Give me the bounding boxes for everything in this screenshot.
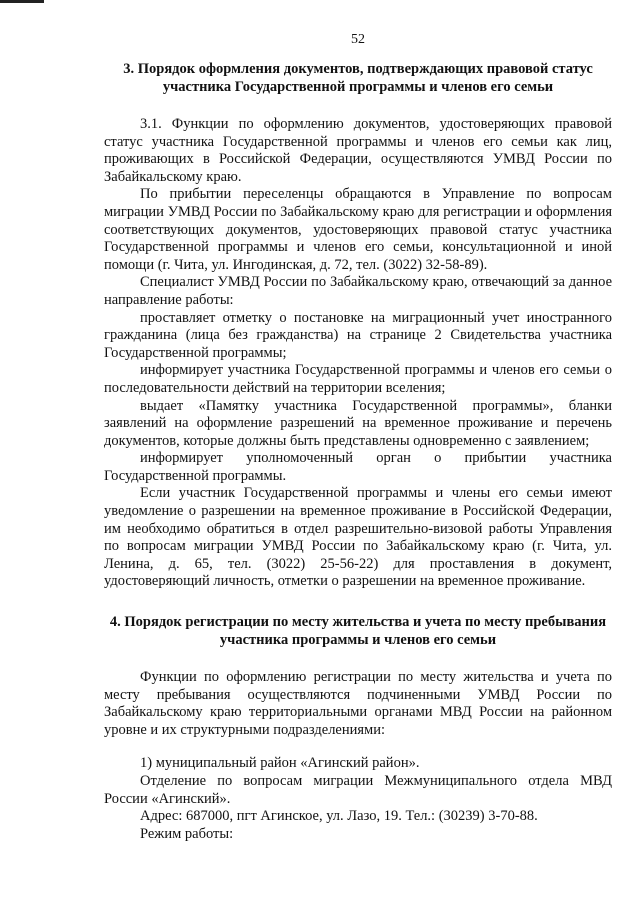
section-3-paragraph-1: 3.1. Функции по оформлению документов, удостоверяющих правовой статус участника Государственной программы и членов его семьи как лиц, проживающих в Российской Федерации, осуществляются УМВД России по Забайкальскому краю. (104, 116, 612, 185)
section-3-duty-1: проставляет отметку о постановке на миграционный учет иностранного гражданина (лица без гражданства) на странице 2 Свидетельства участника Государственной программы; (104, 309, 612, 361)
section-3-paragraph-2: По прибытии переселенцы обращаются в Управление по вопросам миграции УМВД России по Забайкальскому краю для регистрации и оформления соответствующих документов, удостоверяющих правовой статус участника Государственной программы и членов его семьи, консультационной и иной помощи (г. Чита, ул. Ингодинская, д. 72, тел. (3022) 32-58-89). (104, 186, 612, 273)
section-3-duty-3: выдает «Памятку участника Государственной программы», бланки заявлений на оформление разрешений на временное проживание и перечень документов, которые должны быть представлены одновременно с заявлением; (104, 397, 612, 449)
district-office-address: Адрес: 687000, пгт Агинское, ул. Лазо, 19. Тел.: (30239) 3-70-88. (140, 808, 538, 825)
section-3-duty-4: информирует уполномоченный орган о прибытии участника Государственной программы. (104, 450, 612, 484)
section-3-heading: 3. Порядок оформления документов, подтверждающих правовой статус участника Государственной программы и членов его семьи (123, 61, 593, 95)
section-3-paragraph-final: Если участник Государственной программы и члены его семьи имеют уведомление о разрешении на временное проживание в Российской Федерации, им необходимо обратиться в отдел разрешительно-визовой работы Управления по вопросам миграции УМВД России по Забайкальскому краю (г. Чита, ул. Ленина, д. 65, тел. (3022) 25-56-22) для проставления в документ, удостоверяющий личность, отметки о разрешении на временное проживание. (104, 485, 612, 590)
district-item-title: 1) муниципальный район «Агинский район». (140, 755, 420, 772)
district-office-hours-label: Режим работы: (140, 825, 234, 842)
district-office-name: Отделение по вопросам миграции Межмуниципального отдела МВД России «Агинский». (104, 773, 612, 807)
section-4-intro: Функции по оформлению регистрации по месту жительства и учета по месту пребывания осуществляются подчиненными УМВД России по Забайкальскому краю территориальными органами МВД России на районном уровне и их структурными подразделениями: (104, 669, 612, 738)
section-4-heading: 4. Порядок регистрации по месту жительства и учета по месту пребывания участника программы и членов его семьи (109, 614, 607, 649)
document-page (104, 32, 612, 843)
page-number: 52 (351, 32, 365, 47)
section-3-paragraph-3: Специалист УМВД России по Забайкальскому краю, отвечающий за данное направление работы: (104, 274, 612, 308)
scan-corner-mark (0, 0, 44, 3)
section-3-duty-2: информирует участника Государственной программы и членов его семьи о последовательности действий на территории вселения; (104, 362, 612, 396)
